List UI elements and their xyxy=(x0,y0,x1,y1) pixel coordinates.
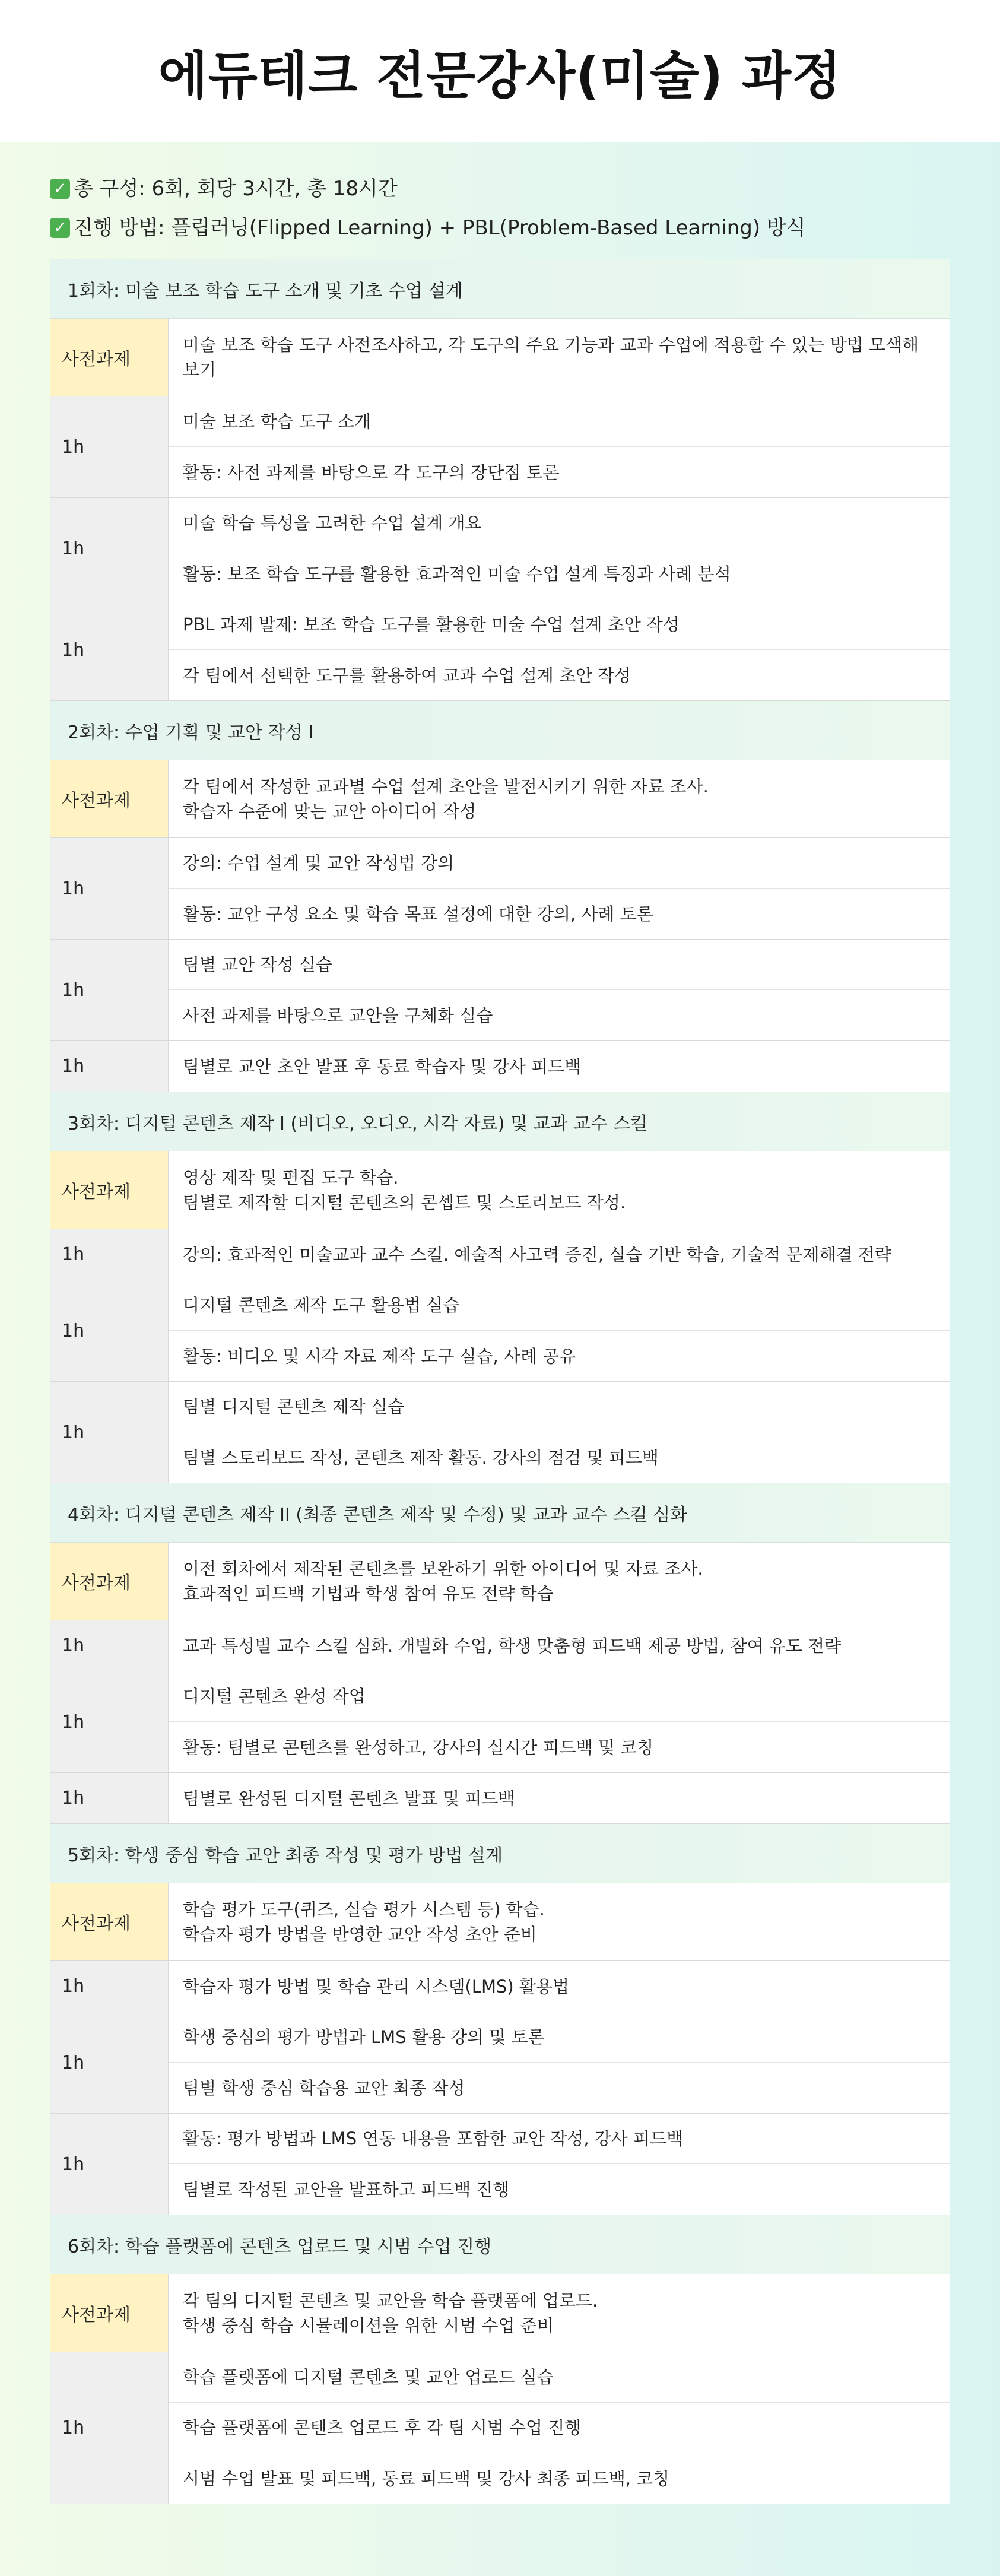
activity-item: 학습 플랫폼에 콘텐츠 업로드 후 각 팀 시범 수업 진행 xyxy=(169,2403,950,2453)
activity-item: 활동: 교안 구성 요소 및 학습 목표 설정에 대한 강의, 사례 토론 xyxy=(183,903,653,924)
pre-assignment-line: 각 팀에서 작성한 교과별 수업 설계 초안을 발전시키기 위한 자료 조사. xyxy=(183,776,709,797)
hour-label: 1h xyxy=(50,396,169,497)
activity-item: 디지털 콘텐츠 제작 도구 활용법 실습 xyxy=(169,1280,950,1331)
session-section xyxy=(50,1824,950,2215)
pre-assignment-row xyxy=(50,2274,950,2352)
info-line-composition xyxy=(50,169,950,208)
activity-item: 팀별 디지털 콘텐츠 제작 실습 xyxy=(169,1382,950,1432)
pre-assignment-row xyxy=(50,1151,950,1229)
activity-item: 강의: 수업 설계 및 교안 작성법 강의 xyxy=(169,838,950,889)
activity-item: 강의: 효과적인 미술교과 교수 스킬. 예술적 사고력 증진, 실습 기반 학습, 기술적 문제해결 전략 xyxy=(183,1244,891,1265)
pre-assignment-text xyxy=(169,319,950,396)
pre-assignment-line: 효과적인 피드백 기법과 학생 참여 유도 전략 학습 xyxy=(183,1584,554,1604)
activity-item: 팀별로 작성된 교안을 발표하고 피드백 진행 xyxy=(183,2179,510,2200)
session-title: 6회차: 학습 플랫폼에 콘텐츠 업로드 및 시범 수업 진행 xyxy=(50,2215,950,2274)
pre-assignment-text xyxy=(169,1543,950,1620)
pre-assignment-row xyxy=(50,1883,950,1961)
info-text: 진행 방법: 플립러닝(Flipped Learning) + PBL(Problem-Based Learning) 방식 xyxy=(74,216,806,240)
hour-block xyxy=(50,2012,950,2114)
hour-block xyxy=(50,940,950,1041)
hour-block xyxy=(50,2352,950,2504)
hour-block xyxy=(50,1229,950,1280)
hour-label: 1h xyxy=(50,1773,169,1823)
pre-assignment-line: 각 팀의 디지털 콘텐츠 및 교안을 학습 플랫폼에 업로드. xyxy=(183,2291,598,2311)
hour-block xyxy=(50,1620,950,1671)
session-section xyxy=(50,1483,950,1824)
hour-label: 1h xyxy=(50,1229,169,1280)
activity-item: 팀별로 교안 초안 발표 후 동료 학습자 및 강사 피드백 xyxy=(183,1056,582,1077)
activity-item: 활동: 비디오 및 시각 자료 제작 도구 실습, 사례 공유 xyxy=(183,1346,576,1366)
hour-label: 1h xyxy=(50,940,169,1040)
pre-assignment-text xyxy=(169,1883,950,1960)
session-title: 1회차: 미술 보조 학습 도구 소개 및 기초 수업 설계 xyxy=(50,259,950,319)
session-title: 5회차: 학생 중심 학습 교안 최종 작성 및 평가 방법 설계 xyxy=(50,1824,950,1883)
activity-item: 팀별 학생 중심 학습용 교안 최종 작성 xyxy=(183,2077,465,2098)
session-title: 4회차: 디지털 콘텐츠 제작 II (최종 콘텐츠 제작 및 수정) 및 교과 교수 스킬 심화 xyxy=(50,1483,950,1543)
activity-item: 팀별 스토리보드 작성, 콘텐츠 제작 활동. 강사의 점검 및 피드백 xyxy=(183,1447,659,1468)
page-body xyxy=(0,142,1000,2576)
hour-label: 1h xyxy=(50,498,169,599)
hour-label: 1h xyxy=(50,2012,169,2113)
pre-assignment-line: 미술 보조 학습 도구 사전조사하고, 각 도구의 주요 기능과 교과 수업에 적용할 수 있는 방법 모색해 xyxy=(183,335,919,355)
hour-block xyxy=(50,1773,950,1824)
activity-item: 활동: 팀별로 콘텐츠를 완성하고, 강사의 실시간 피드백 및 코칭 xyxy=(183,1737,654,1757)
activity-item: 미술 학습 특성을 고려한 수업 설계 개요 xyxy=(169,498,950,548)
pre-assignment-label: 사전과제 xyxy=(50,760,169,837)
activity-item: 학습자 평가 방법 및 학습 관리 시스템(LMS) 활용법 xyxy=(183,1976,569,1997)
activity-item: 팀별로 완성된 디지털 콘텐츠 발표 및 피드백 xyxy=(183,1788,515,1809)
hour-label: 1h xyxy=(50,2352,169,2504)
hour-label: 1h xyxy=(50,1671,169,1772)
page-header xyxy=(0,0,1000,142)
activity-item: 각 팀에서 선택한 도구를 활용하여 교과 수업 설계 초안 작성 xyxy=(183,665,631,686)
activity-item: 활동: 평가 방법과 LMS 연동 내용을 포함한 교안 작성, 강사 피드백 xyxy=(169,2114,950,2164)
hour-block xyxy=(50,1041,950,1092)
pre-assignment-line: 팀별로 제작할 디지털 콘텐츠의 콘셉트 및 스토리보드 작성. xyxy=(183,1192,626,1213)
hour-block xyxy=(50,1280,950,1382)
session-section xyxy=(50,2215,950,2504)
pre-assignment-row xyxy=(50,1543,950,1620)
hour-label: 1h xyxy=(50,599,169,700)
pre-assignment-text xyxy=(169,1151,950,1229)
info-line-method xyxy=(50,208,950,248)
pre-assignment-row xyxy=(50,319,950,396)
hour-block xyxy=(50,1382,950,1483)
page-title: 에듀테크 전문강사(미술) 과정 xyxy=(158,46,842,106)
hour-block xyxy=(50,1671,950,1773)
session-section xyxy=(50,259,950,701)
hour-block xyxy=(50,838,950,940)
pre-assignment-label: 사전과제 xyxy=(50,1151,169,1229)
activity-item: 디지털 콘텐츠 완성 작업 xyxy=(169,1671,950,1722)
pre-assignment-text xyxy=(169,760,950,837)
hour-label: 1h xyxy=(50,838,169,939)
pre-assignment-text xyxy=(169,2274,950,2352)
activity-item: 팀별 교안 작성 실습 xyxy=(169,940,950,990)
hour-label: 1h xyxy=(50,2114,169,2215)
activity-item: 시범 수업 발표 및 피드백, 동료 피드백 및 강사 최종 피드백, 코칭 xyxy=(183,2468,670,2489)
pre-assignment-row xyxy=(50,760,950,838)
check-mark-icon: ✓ xyxy=(50,218,70,238)
session-title: 3회차: 디지털 콘텐츠 제작 I (비디오, 오디오, 시각 자료) 및 교과 교수 스킬 xyxy=(50,1092,950,1151)
activity-item: 활동: 사전 과제를 바탕으로 각 도구의 장단점 토론 xyxy=(183,462,560,483)
session-section xyxy=(50,1092,950,1483)
hour-label: 1h xyxy=(50,1382,169,1483)
pre-assignment-label: 사전과제 xyxy=(50,2274,169,2352)
hour-block xyxy=(50,498,950,599)
session-title: 2회차: 수업 기획 및 교안 작성 I xyxy=(50,701,950,760)
pre-assignment-line: 학생 중심 학습 시뮬레이션을 위한 시범 수업 준비 xyxy=(183,2315,554,2336)
activity-item: 교과 특성별 교수 스킬 심화. 개별화 수업, 학생 맞춤형 피드백 제공 방법, 참여 유도 전략 xyxy=(183,1635,842,1656)
pre-assignment-line: 학습자 평가 방법을 반영한 교안 작성 초안 준비 xyxy=(183,1924,537,1944)
hour-block xyxy=(50,1961,950,2012)
pre-assignment-line: 학습 평가 도구(퀴즈, 실습 평가 시스템 등) 학습. xyxy=(183,1899,545,1920)
pre-assignment-label: 사전과제 xyxy=(50,1543,169,1620)
activity-item: 학습 플랫폼에 디지털 콘텐츠 및 교안 업로드 실습 xyxy=(169,2352,950,2403)
hour-label: 1h xyxy=(50,1041,169,1092)
activity-item: PBL 과제 발제: 보조 학습 도구를 활용한 미술 수업 설계 초안 작성 xyxy=(169,599,950,650)
hour-block xyxy=(50,2114,950,2215)
check-mark-icon: ✓ xyxy=(50,179,70,199)
activity-item: 사전 과제를 바탕으로 교안을 구체화 실습 xyxy=(183,1005,493,1026)
pre-assignment-label: 사전과제 xyxy=(50,319,169,396)
activity-item: 미술 보조 학습 도구 소개 xyxy=(169,396,950,447)
pre-assignment-label: 사전과제 xyxy=(50,1883,169,1960)
pre-assignment-line: 보기 xyxy=(183,360,217,380)
hour-block xyxy=(50,396,950,498)
pre-assignment-line: 학습자 수준에 맞는 교안 아이디어 작성 xyxy=(183,801,477,821)
hour-label: 1h xyxy=(50,1961,169,2012)
session-table xyxy=(50,259,950,2504)
hour-label: 1h xyxy=(50,1280,169,1381)
hour-label: 1h xyxy=(50,1620,169,1671)
pre-assignment-line: 이전 회차에서 제작된 콘텐츠를 보완하기 위한 아이디어 및 자료 조사. xyxy=(183,1559,703,1579)
session-section xyxy=(50,701,950,1092)
hour-block xyxy=(50,599,950,701)
activity-item: 학생 중심의 평가 방법과 LMS 활용 강의 및 토론 xyxy=(169,2012,950,2063)
info-text: 총 구성: 6회, 회당 3시간, 총 18시간 xyxy=(74,177,398,201)
activity-item: 활동: 보조 학습 도구를 활용한 효과적인 미술 수업 설계 특징과 사례 분석 xyxy=(183,563,731,584)
pre-assignment-line: 영상 제작 및 편집 도구 학습. xyxy=(183,1168,399,1188)
